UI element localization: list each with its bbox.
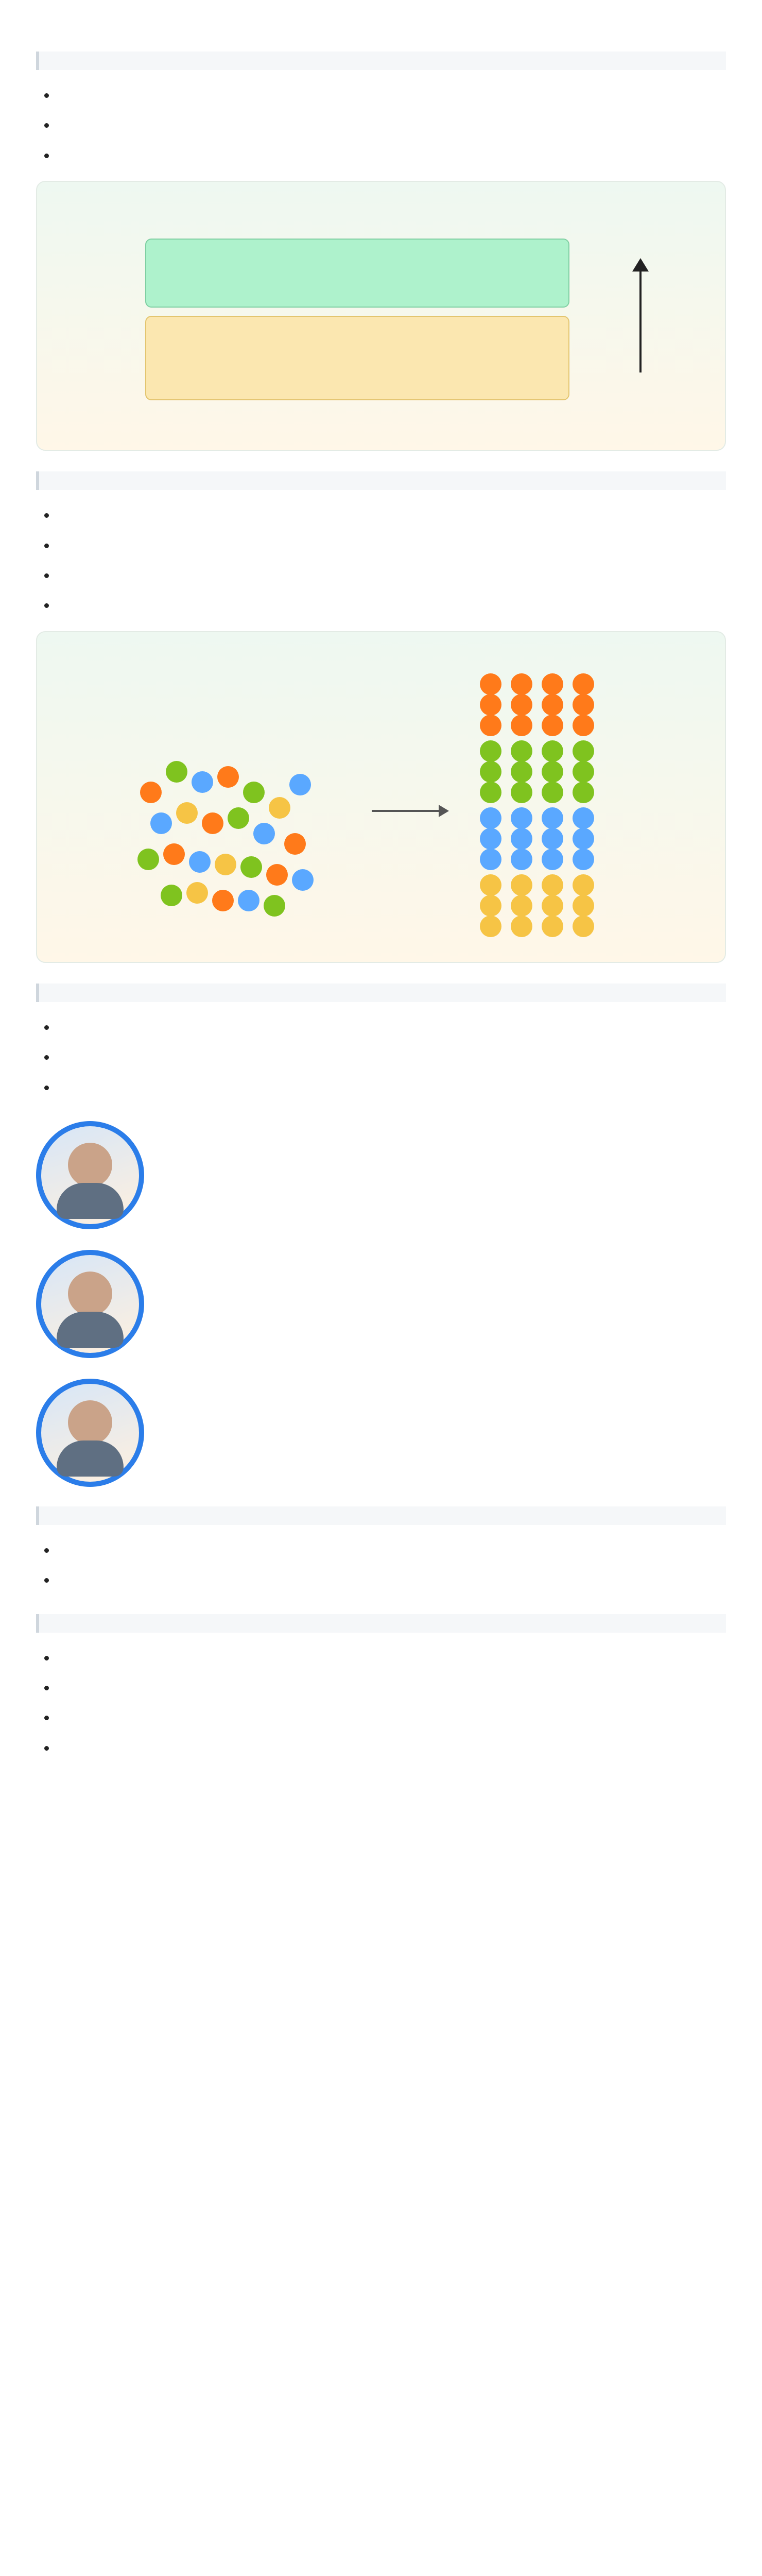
persona-card	[36, 1250, 726, 1358]
grid-dot	[511, 849, 532, 870]
cluster-dot	[176, 802, 198, 824]
section-bullets	[36, 82, 726, 168]
bullet-item	[57, 1075, 726, 1100]
cluster-dot	[137, 849, 159, 870]
mixed-dot-cluster	[119, 725, 336, 910]
grid-dot	[573, 740, 594, 762]
bullet-item	[57, 1537, 726, 1563]
section-quote	[36, 1614, 726, 1633]
cluster-dot	[212, 890, 234, 911]
cluster-dot	[192, 771, 213, 793]
cluster-dot	[289, 774, 311, 795]
bullet-item	[57, 82, 726, 108]
grid-dot	[573, 849, 594, 870]
cluster-dot	[292, 869, 314, 891]
grid-dot	[480, 895, 501, 917]
grid-dot	[480, 715, 501, 736]
grid-dot	[511, 828, 532, 850]
section-quote	[36, 471, 726, 490]
grid-dot	[480, 849, 501, 870]
cluster-dot	[202, 812, 223, 834]
section-quote	[36, 984, 726, 1002]
bullet-item	[57, 563, 726, 588]
bullet-item	[57, 1645, 726, 1671]
grid-dot	[542, 761, 563, 783]
avatar	[36, 1121, 144, 1229]
grid-dot	[480, 916, 501, 937]
grid-dot	[542, 916, 563, 937]
diagram-arrow-icon	[639, 269, 642, 372]
grid-dot	[511, 874, 532, 896]
grouped-dot-grid	[480, 673, 634, 941]
diagram-lower-band	[145, 316, 569, 400]
cluster-dot	[269, 797, 290, 819]
section-bullets	[36, 1014, 726, 1100]
grid-dot	[511, 761, 532, 783]
segmentation-arrow-icon	[372, 810, 444, 812]
grid-dot	[542, 874, 563, 896]
segmentation-dots-figure	[36, 631, 726, 963]
grid-dot	[511, 673, 532, 695]
cluster-dot	[240, 856, 262, 878]
persona-body	[162, 1429, 726, 1436]
grid-dot	[480, 761, 501, 783]
grid-dot	[542, 895, 563, 917]
cluster-dot	[238, 890, 259, 911]
grid-dot	[480, 782, 501, 803]
cluster-dot	[253, 823, 275, 844]
avatar	[36, 1379, 144, 1487]
cluster-dot	[140, 782, 162, 803]
grid-dot	[511, 916, 532, 937]
cluster-dot	[150, 812, 172, 834]
cluster-dot	[166, 761, 187, 783]
cluster-dot	[266, 864, 288, 886]
grid-dot	[511, 715, 532, 736]
cluster-dot	[264, 895, 285, 917]
bullet-item	[57, 112, 726, 138]
bullet-item	[57, 1675, 726, 1701]
grid-dot	[542, 740, 563, 762]
grid-dot	[573, 673, 594, 695]
grid-dot	[542, 828, 563, 850]
grid-dot	[573, 807, 594, 829]
cluster-dot	[161, 885, 182, 906]
content-section-5	[36, 1614, 726, 1761]
bullet-item	[57, 1044, 726, 1070]
grid-dot	[573, 782, 594, 803]
bullet-item	[57, 143, 726, 168]
content-section-4	[36, 1506, 726, 1594]
grid-dot	[480, 828, 501, 850]
cluster-dot	[228, 807, 249, 829]
bullet-item	[57, 1014, 726, 1040]
bullet-item	[57, 592, 726, 618]
persona-card	[36, 1121, 726, 1229]
grid-dot	[573, 828, 594, 850]
bullet-item	[57, 502, 726, 528]
content-section-2	[36, 471, 726, 963]
grid-dot	[573, 916, 594, 937]
content-section-1	[36, 52, 726, 451]
grid-dot	[542, 673, 563, 695]
grid-dot	[573, 874, 594, 896]
content-section-3	[36, 984, 726, 1100]
cluster-dot	[189, 851, 211, 873]
grid-dot	[480, 807, 501, 829]
layer-diagram-figure	[36, 181, 726, 451]
grid-dot	[542, 807, 563, 829]
section-quote	[36, 52, 726, 70]
section-bullets	[36, 502, 726, 619]
section-bullets	[36, 1645, 726, 1761]
grid-dot	[511, 782, 532, 803]
section-bullets	[36, 1537, 726, 1594]
persona-card	[36, 1379, 726, 1487]
section-quote	[36, 1506, 726, 1525]
cluster-dot	[186, 882, 208, 904]
cluster-dot	[217, 766, 239, 788]
grid-dot	[573, 895, 594, 917]
persona-body	[162, 1300, 726, 1308]
grid-dot	[511, 740, 532, 762]
diagram-upper-band	[145, 239, 569, 308]
bullet-item	[57, 1705, 726, 1731]
persona-list	[36, 1121, 726, 1487]
grid-dot	[480, 694, 501, 716]
grid-dot	[573, 761, 594, 783]
grid-dot	[542, 715, 563, 736]
avatar	[36, 1250, 144, 1358]
grid-dot	[573, 715, 594, 736]
grid-dot	[480, 740, 501, 762]
grid-dot	[480, 874, 501, 896]
cluster-dot	[215, 854, 236, 875]
grid-dot	[511, 807, 532, 829]
bullet-item	[57, 533, 726, 558]
cluster-dot	[243, 782, 265, 803]
grid-dot	[542, 782, 563, 803]
grid-dot	[511, 694, 532, 716]
cluster-dot	[284, 833, 306, 855]
persona-body	[162, 1172, 726, 1179]
bullet-item	[57, 1735, 726, 1761]
cluster-dot	[163, 843, 185, 865]
grid-dot	[480, 673, 501, 695]
grid-dot	[542, 694, 563, 716]
grid-dot	[542, 849, 563, 870]
grid-dot	[511, 895, 532, 917]
grid-dot	[573, 694, 594, 716]
bullet-item	[57, 1567, 726, 1593]
